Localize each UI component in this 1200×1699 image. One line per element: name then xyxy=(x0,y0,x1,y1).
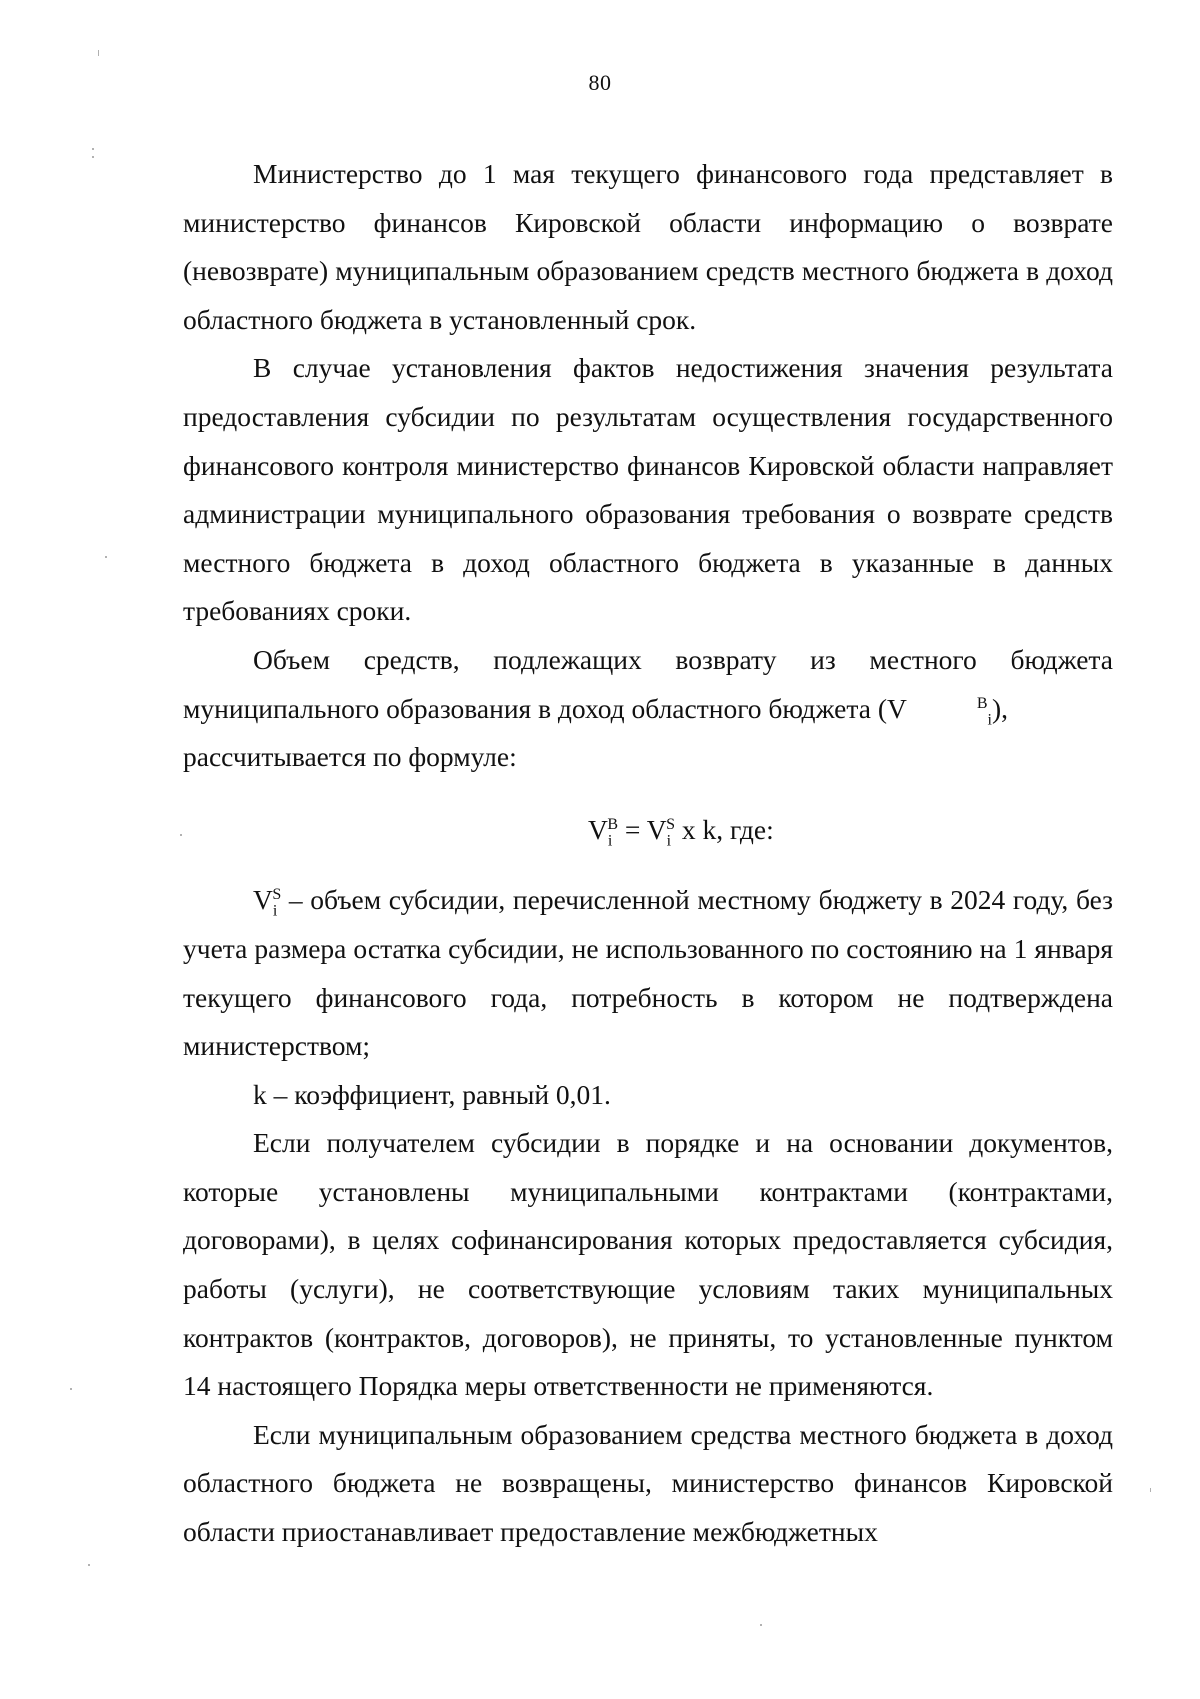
paragraph-volume-formula-lead: рассчитывается по формуле: xyxy=(183,741,517,773)
scan-speck xyxy=(88,1564,90,1566)
definition-vs: $V_i^S$ – объем субсидии, перечисленной местному бюджету в 2024 году, без учета размера остатка субсидии, не использованного по состоянию на 1 января текущего финансового года, потребность в котором не подтверждена министерством; xyxy=(183,884,1113,1062)
paragraph-contracts: Если получателем субсидии в порядке и на основании документов, которые установлены муниципальными контрактами (контрактами, договорами), в целях софинансирования которых предоставляется субсидия, работы (услуги), не соответствующие условиям таких муниципальных контрактов (контрактов, договоров), не приняты, то установленные пунктом 14 настоящего Порядка меры ответственности не применяются. xyxy=(183,1127,1113,1402)
scan-speck xyxy=(105,556,107,558)
scan-speck xyxy=(180,834,182,836)
scan-mark xyxy=(1150,1488,1151,1492)
scan-speck xyxy=(92,148,94,150)
paragraph-volume-text: Объем средств, подлежащих возврату из местного бюджета муниципального образования в доход областного бюджета xyxy=(183,643,1113,724)
paragraph-suspension: Если муниципальным образованием средства местного бюджета в доход областного бюджета не возвращены, министерство финансов Кировской области приостанавливает предоставление межбюджетных xyxy=(183,1418,1113,1548)
scan-speck xyxy=(92,156,94,158)
definition-k: k – коэффициент, равный 0,01. xyxy=(253,1078,611,1110)
scan-mark xyxy=(98,50,99,56)
volume-symbol: (V $^B_i$), xyxy=(877,692,1009,729)
scan-speck xyxy=(760,1624,762,1626)
scan-speck xyxy=(70,1388,72,1390)
formula: $V_i^B = V_i^S$ x k, где: xyxy=(588,813,774,850)
paragraph-volume-intro xyxy=(183,636,1113,782)
page-number: 80 xyxy=(588,70,612,95)
document-body xyxy=(183,150,1113,1557)
paragraph-control-requirements: В случае установления фактов недостижения значения результата предоставления субсидии по результатам осуществления государственного финансового контроля министерство финансов Кировской области направляет администрации муниципального образования требования о возврате средств местного бюджета в доход областного бюджета в указанные в данных требованиях сроки. xyxy=(183,352,1113,627)
paragraph-return-info: Министерство до 1 мая текущего финансового года представляет в министерство финансов Кировской области информацию о возврате (невозврате) муниципальным образованием средств местного бюджета в доход областного бюджета в установленный срок. xyxy=(183,158,1113,335)
